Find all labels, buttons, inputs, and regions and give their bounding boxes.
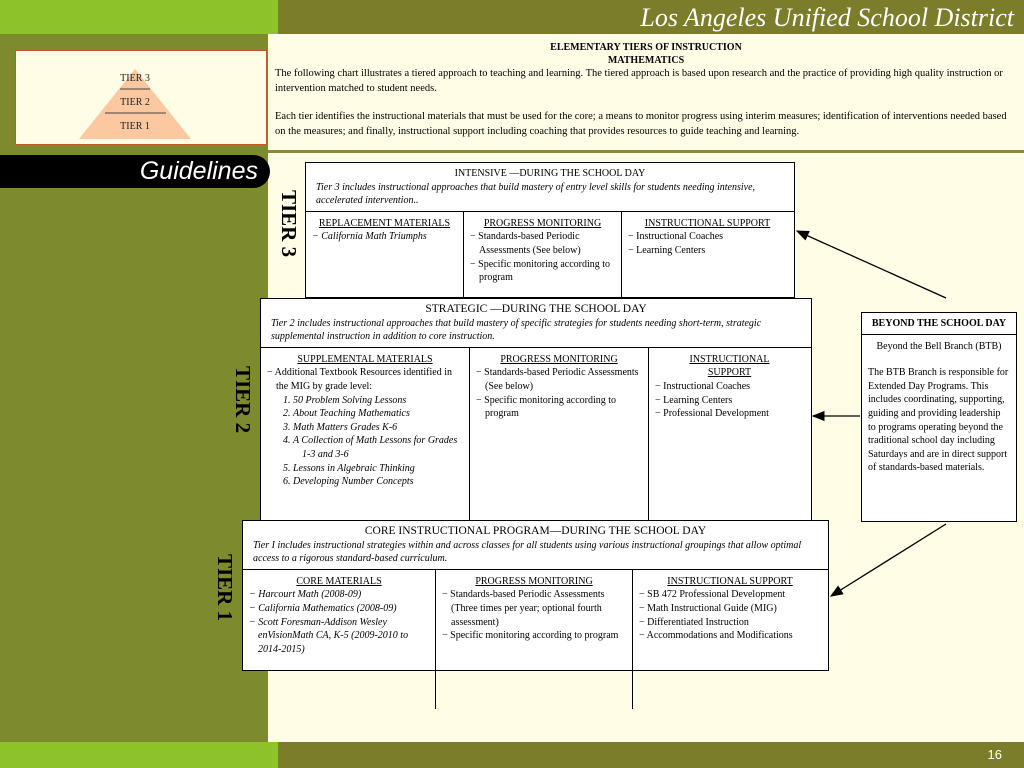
tier3-description: Tier 3 includes instructional approaches that build mastery of entry level skills for students needing intensive, accelerated intervention.. xyxy=(316,181,756,207)
tier3-col3-heading: INSTRUCTIONAL SUPPORT xyxy=(644,217,771,229)
list-item: − Learning Centers xyxy=(655,394,733,406)
pyramid-tier2-label: TIER 2 xyxy=(120,97,150,108)
tier2-col1-heading: SUPPLEMENTAL MATERIALS xyxy=(297,353,433,365)
tier2-title: STRATEGIC —DURING THE SCHOOL DAY xyxy=(425,303,647,315)
list-item: − Standards-based Periodic Assessments (See below) xyxy=(476,367,639,392)
list-item: − Standards-based Periodic Assessments (Three times per year; optional fourth assessment) xyxy=(442,589,605,628)
page-number: 16 xyxy=(987,747,1002,762)
list-item: − Professional Development xyxy=(655,408,769,420)
list-item: − Accommodations and Modifications xyxy=(639,630,793,642)
guidelines-label: Guidelines xyxy=(139,157,258,185)
list-item: 4. A Collection of Math Lessons for Grades 1-3 and 3-6 xyxy=(293,434,463,461)
district-title: Los Angeles Unified School District xyxy=(640,3,1014,32)
tier1-title: CORE INSTRUCTIONAL PROGRAM—DURING THE SCHOOL DAY xyxy=(364,525,707,537)
tier2-description: Tier 2 includes instructional approaches that build mastery of specific strategies for students needing short-term, strategic supplemental instruction in addition to core instruction. xyxy=(271,317,762,343)
list-item: 1. 50 Problem Solving Lessons xyxy=(293,394,463,408)
list-item: − Math Instructional Guide (MIG) xyxy=(639,602,777,614)
list-item: − Standards-based Periodic Assessments (See below) xyxy=(470,231,581,256)
list-item: 5. Lessons in Algebraic Thinking xyxy=(293,462,463,476)
list-item: − Scott Foresman-Addison Wesley enVisionMath CA, K-5 (2009-2010 to 2014-2015) xyxy=(249,616,409,655)
list-item: 6. Developing Number Concepts xyxy=(293,475,463,489)
list-item: − Specific monitoring according to program xyxy=(442,630,619,642)
tier2-label: TIER 2 xyxy=(231,366,255,434)
tier1-label: TIER 1 xyxy=(213,554,237,622)
intro-paragraph-2: Each tier identifies the instructional materials that must be used for the core; a means to monitor progress using interim measures; identification of interventions needed based on the measures; and finally, instructional support including coaching that provides resources to guide teaching and learning. xyxy=(275,111,1007,137)
arrow-to-tier3 xyxy=(797,231,946,298)
list-item: − Additional Textbook Resources identified in the MIG by grade level: xyxy=(267,367,453,392)
list-item: − Learning Centers xyxy=(628,244,706,256)
tier3-col1-heading: REPLACEMENT MATERIALS xyxy=(318,217,451,229)
pyramid-tier3-label: TIER 3 xyxy=(120,73,150,84)
tier2-col3-heading: INSTRUCTIONAL SUPPORT xyxy=(689,353,770,379)
tier1-description: Tier I includes instructional strategies within and across classes for all students using various instructional groupings that allow optimal access to a rigorous standard-based curriculum. xyxy=(253,539,802,565)
list-item: − Harcourt Math (2008-09) xyxy=(249,589,362,601)
arrow-to-tier1 xyxy=(831,524,946,596)
bottom-bar-green xyxy=(0,742,278,768)
list-item: − Specific monitoring according to program xyxy=(470,258,611,284)
btb-subtitle: Beyond the Bell Branch (BTB) xyxy=(876,340,1002,352)
btb-body: The BTB Branch is responsible for Extended Day Programs. This includes coordinating, supporting, guiding and providing leadership to programs operating beyond the traditional school day including Saturdays and are in direct support of standards-based materials. xyxy=(868,367,1009,474)
list-item: 3. Math Matters Grades K-6 xyxy=(293,421,463,435)
tier1-col2-heading: PROGRESS MONITORING xyxy=(475,575,593,587)
tier3-col2-heading: PROGRESS MONITORING xyxy=(483,217,602,229)
list-item: − SB 472 Professional Development xyxy=(639,589,786,601)
tier1-col3-heading: INSTRUCTIONAL SUPPORT xyxy=(667,575,793,587)
intro-title-2: MATHEMATICS xyxy=(607,55,685,66)
list-item: − Instructional Coaches xyxy=(655,380,751,392)
list-item: − California Math Triumphs xyxy=(312,231,427,243)
tier3-title: INTENSIVE —DURING THE SCHOOL DAY xyxy=(454,168,646,179)
tier3-label: TIER 3 xyxy=(277,190,301,258)
bottom-bar-olive xyxy=(278,742,1024,768)
btb-title: BEYOND THE SCHOOL DAY xyxy=(862,313,1016,335)
list-item: − Instructional Coaches xyxy=(628,231,724,243)
pyramid-tier1-label: TIER 1 xyxy=(120,121,150,132)
intro-title-1: ELEMENTARY TIERS OF INSTRUCTION xyxy=(550,42,742,53)
list-item: − Specific monitoring according to program xyxy=(476,394,617,420)
tier2-col2-heading: PROGRESS MONITORING xyxy=(500,353,618,365)
list-item: 2. About Teaching Mathematics xyxy=(293,407,463,421)
tier1-col1-heading: CORE MATERIALS xyxy=(296,575,382,587)
list-item: − California Mathematics (2008-09) xyxy=(249,602,397,614)
intro-paragraph-1: The following chart illustrates a tiered approach to teaching and learning. The tiered approach is based upon research and the practice of providing high quality instruction or intervention matched to student needs. xyxy=(275,68,1003,94)
list-item: − Differentiated Instruction xyxy=(639,616,749,628)
